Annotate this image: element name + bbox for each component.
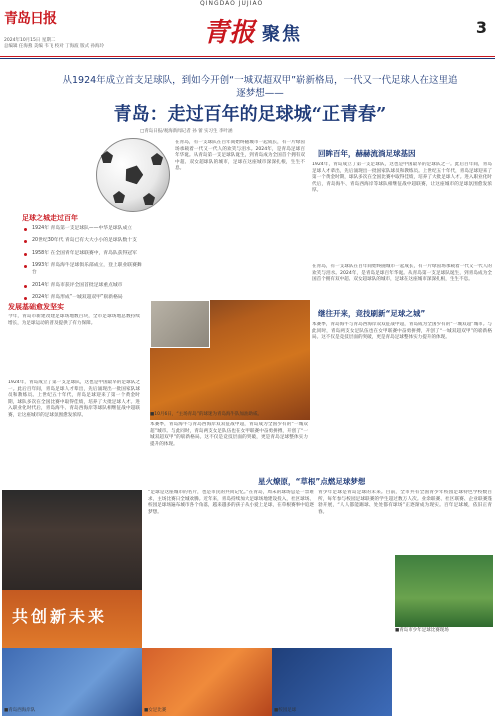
sidebar-text: 今年，青岛市新建改建足球场地数百块，全市足球场地总数持续增长，为足球运动的普及提供了有力保障。 xyxy=(8,314,140,326)
article-column: “足球是这座城市的名片，也是市民的共同记忆。”在青岛，周末的球场总是一票难求，主场比赛日全城欢腾。近年来，青岛持续加大足球场地建设投入，社区球场、校园足球场遍布城市各个角落，越来越多的孩子从小爱上足球，在草根赛事中追逐梦想。 xyxy=(148,490,314,515)
timeline-item: 1993年 青岛海牛足球俱乐部成立，登上职业联赛舞台 xyxy=(22,263,142,276)
article-column: 青少年足球是青岛足球的未来。目前，全市共有全国青少年校园足球特色学校数百所，每年参与校园足球联赛的学生超过数万人次。业余联赛、社区联赛、企业联赛蓬勃开展，“人人都能踢球、处处都有球场”正逐渐成为现实。百年足球城，依旧正青春。 xyxy=(318,490,492,515)
kids-photo xyxy=(395,555,493,627)
article-column: 本赛季，青岛海牛与青岛西海岸双双征战中超，青岛成为全国少有的“一城双超”城市。与此同时，青岛两支女足队伍也在女甲联赛中奋勇拼搏，开创了“一城双超双甲”的崭新格局。这不仅是竞技层面的突破，更是青岛足球整体实力提升的体现。 xyxy=(312,322,492,340)
paper-logo: 青岛日报 xyxy=(4,11,56,27)
sidebar-title: 发展基础愈发坚实 xyxy=(8,303,64,311)
timeline-item: 1924年 青岛第一支足球队——中华足球队成立 xyxy=(22,226,142,233)
timeline xyxy=(22,215,142,308)
bottom-photo-2 xyxy=(142,648,272,716)
banner-strip xyxy=(2,590,142,648)
timeline-item: 20世纪30年代 青岛已有大大小小的足球队数十支 xyxy=(22,238,142,245)
ball-patch xyxy=(101,151,113,163)
bottom-photo-3 xyxy=(272,648,392,716)
editor-credits: 总编辑 任海燕 美编 韦飞 校对 丁海波 版式 孙海玲 xyxy=(4,44,105,49)
ball-patch xyxy=(123,163,146,186)
masthead-divider xyxy=(0,56,495,57)
subhead-history: 回眸百年，赫赫流淌足球基因 xyxy=(318,149,416,158)
ball-patch xyxy=(151,153,163,165)
subhead-competition: 继往开来，竞技刷新“足球之城” xyxy=(318,309,426,318)
issue-date: 2024年10月15日 星期二 xyxy=(4,38,56,43)
subhead-grassroots: 星火燎原，“草根”点燃足球梦想 xyxy=(258,477,366,486)
bottom-caption-3: ■校园足球 xyxy=(274,708,297,713)
article-kicker: 从1924年成立首支足球队，到如今开创“一城双超双甲”崭新格局，一代又一代足球人在这里追逐梦想—— xyxy=(62,75,458,99)
timeline-item: 2024年 青岛形成“一城双超双甲”崭新格局 xyxy=(22,295,142,302)
bottom-photo-1 xyxy=(2,648,142,716)
banner-slogan: 共创新未来 xyxy=(12,607,108,626)
article-column: 在青岛，有一支球队在百年间始终随城市一起成长，有一片绿茵场承载着一代又一代人的欢笑与泪水。2024年，是青岛足球百年华诞。从青岛第一支足球队诞生，到青岛成为全国首个拥有双中超、双女超球队的城市，足球在这座城市深深扎根，生生不息。 xyxy=(312,264,492,282)
timeline-item: 1958年 在全国青年足球联赛中，青岛队获得冠军 xyxy=(22,251,142,258)
ball-patch xyxy=(143,193,155,205)
timeline-title: 足球之城走过百年 xyxy=(22,214,78,222)
edition-label: QINGDAO JUJIAO xyxy=(200,0,264,7)
page-number: 3 xyxy=(475,18,487,37)
section-calligraphy: 青报 xyxy=(203,18,256,48)
crowd-caption: ■10月6日，“主场青岛”的球迷为青岛海牛队加油助威。 xyxy=(150,412,263,417)
date-line xyxy=(4,38,104,50)
historic-photo xyxy=(150,300,210,348)
intro-paragraph: 在青岛，有一支球队在百年间始终随城市一起成长，有一片绿茵场承载着一代又一代人的欢笑与泪水。2024年，是青岛足球百年华诞。从青岛第一支足球队诞生，到青岛成为全国首个拥有双中超、双女超球队的城市，足球在这座城市深深扎根，生生不息。 xyxy=(175,140,305,171)
section-title: 聚焦 xyxy=(262,24,302,45)
football-graphic xyxy=(96,138,170,212)
bottom-caption-1: ■青岛西海岸队 xyxy=(4,708,36,713)
masthead-divider-blue xyxy=(0,58,495,59)
ball-patch xyxy=(113,191,125,203)
article-column: 本赛季，青岛海牛与青岛西海岸双双征战中超，青岛成为全国少有的“一城双超”城市。与此同时，青岛两支女足队伍也在女甲联赛中奋勇拼搏，开创了“一城双超双甲”的崭新格局。这不仅是竞技层面的突破，更是青岛足球整体实力提升的体现。 xyxy=(150,422,308,447)
article-column: 1924年，青岛成立了第一支足球队，这也是中国最早的足球队之一。此后百年间，青岛足球人才辈出，先后涌现出一批国家队球员和教练员。上世纪五十年代，青岛足球迎来了第一个黄金时期，球队多次在全国比赛中取得佳绩，培养了大批足球人才。进入职业化时代后，青岛海牛、青岛西海岸等球队相继征战中超联赛，让这座城市的足球氛围愈发浓厚。 xyxy=(312,162,492,193)
bottom-caption-2: ■女足比赛 xyxy=(144,708,167,713)
article-column: 1924年，青岛成立了第一支足球队，这也是中国最早的足球队之一。此后百年间，青岛足球人才辈出，先后涌现出一批国家队球员和教练员。上世纪五十年代，青岛足球迎来了第一个黄金时期，球队多次在全国比赛中取得佳绩，培养了大批足球人才。进入职业化时代后，青岛海牛、青岛西海岸等球队相继征战中超联赛，让这座城市的足球氛围愈发浓厚。 xyxy=(8,380,140,418)
article-headline: 青岛：走过百年的足球城“正青春” xyxy=(113,104,387,125)
masthead xyxy=(0,0,495,56)
timeline-item: 2014年 青岛市获评全国首批足球重点城市 xyxy=(22,283,142,290)
team-photo xyxy=(2,490,142,590)
article-byline: □青岛日报/观海新闻记者 孙 蕾 实习生 李叶涵 xyxy=(140,129,233,134)
kids-caption: ■青岛市少年足球比赛现场 xyxy=(395,628,449,633)
